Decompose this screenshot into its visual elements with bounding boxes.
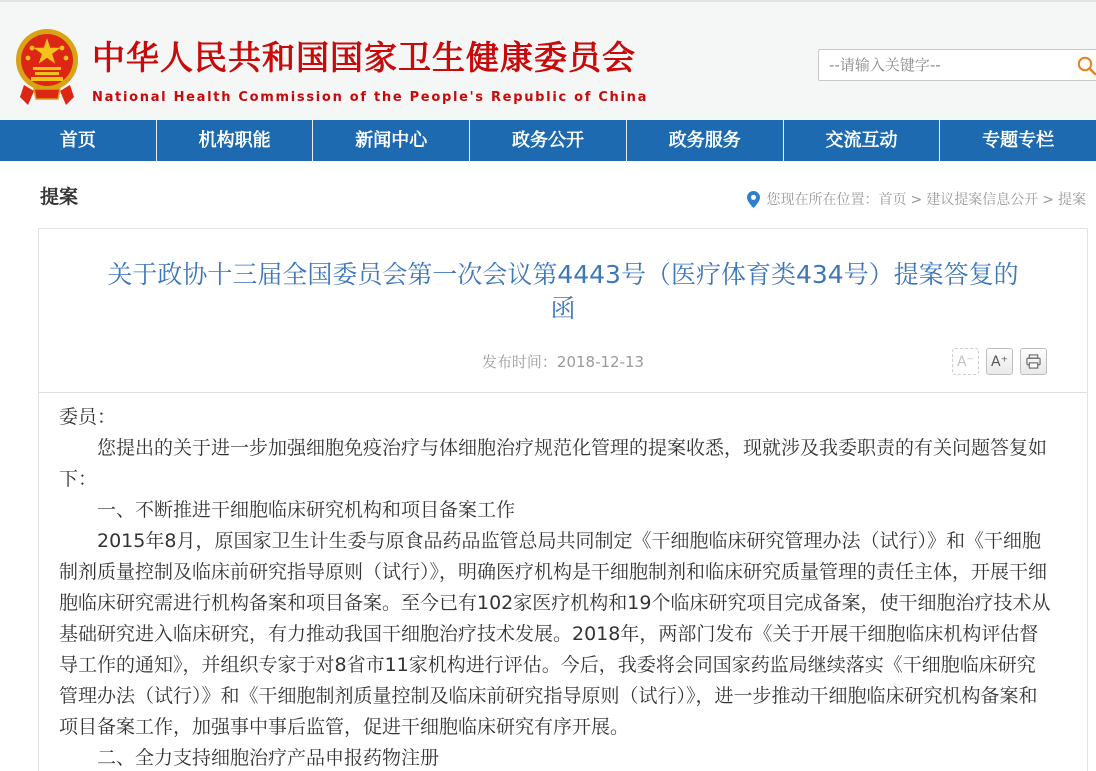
publish-date-value: 2018-12-13 (556, 353, 645, 371)
article-title: 关于政协十三届全国委员会第一次会议第4443号（医疗体育类434号）提案答复的函 (107, 260, 1019, 323)
nav-item-0[interactable]: 首页 (59, 130, 96, 151)
font-smaller-button[interactable]: A⁻ (952, 348, 979, 375)
national-emblem-icon (14, 25, 80, 107)
publish-date (39, 348, 1087, 376)
nav-item-1[interactable]: 机构职能 (156, 120, 313, 161)
breadcrumb-links (879, 189, 1086, 209)
font-larger-button[interactable]: A⁺ (986, 348, 1013, 375)
article-panel (38, 228, 1088, 771)
nav-item-6[interactable]: 专题专栏 (939, 120, 1096, 161)
article-paragraph: 二、全力支持细胞治疗产品申报药物注册 (97, 747, 440, 769)
main-nav (0, 120, 1096, 161)
breadcrumb-link-2[interactable]: 提案 (1058, 192, 1086, 208)
publish-label: 发布时间： (481, 353, 557, 371)
article-paragraph: 您提出的关于进一步加强细胞免疫治疗与体细胞治疗规范化管理的提案收悉，现就涉及我委职责的有关问题答复如下： (59, 437, 1048, 490)
breadcrumb-link-0[interactable]: 首页 (878, 192, 907, 208)
breadcrumb-separator: > (910, 192, 923, 208)
nav-item-3[interactable]: 政务公开 (469, 120, 626, 161)
breadcrumb-separator: > (1042, 192, 1054, 208)
search-input[interactable] (819, 50, 1069, 80)
location-label: 您现在所在位置： (766, 192, 879, 208)
article-meta-row (39, 348, 1087, 378)
search-box (818, 49, 1096, 81)
site-header (0, 0, 1096, 120)
section-title: 提案 (40, 186, 79, 208)
breadcrumb-row (0, 161, 1096, 228)
printer-icon (1026, 354, 1041, 369)
article-tools (952, 348, 1047, 375)
nav-item-2[interactable]: 新闻中心 (312, 120, 469, 161)
print-button[interactable] (1020, 348, 1047, 375)
nav-item-4[interactable]: 政务服务 (626, 120, 783, 161)
article-paragraph: 2015年8月，原国家卫生计生委与原食品药品监管总局共同制定《干细胞临床研究管理办法（试行）》和《干细胞制剂质量控制及临床前研究指导原则（试行）》，明确医疗机构是干细胞制剂和临床研究质量管理的责任主体，开展干细胞临床研究需进行机构备案和项目备案。至今已有102家医疗机构和19个临床研究项目完成备案，使干细胞治疗技术从基础研究进入临床研究，有力推动我国干细胞治疗技术发展。2018年，两部门发布《关于开展干细胞临床机构评估督导工作的通知》，并组织专家于对8省市11家机构进行评估。今后，我委将会同国家药监局继续落实《干细胞临床研究管理办法（试行）》和《干细胞制剂质量控制及临床前研究指导原则（试行）》，进一步推动干细胞临床研究机构备案和项目备案工作，加强事中事后监管，促进干细胞临床研究有序开展。 (59, 530, 1051, 738)
site-title-en: National Health Commission of the People's Republic of China (92, 90, 649, 105)
location-pin-icon (747, 191, 760, 208)
nav-item-5[interactable]: 交流互动 (783, 120, 940, 161)
article-paragraph: 一、不断推进干细胞临床研究机构和项目备案工作 (97, 499, 516, 521)
search-icon[interactable] (1076, 55, 1096, 76)
breadcrumb (747, 189, 1086, 209)
site-titles (92, 32, 648, 105)
breadcrumb-link-1[interactable]: 建议提案信息公开 (926, 192, 1039, 208)
article-body (39, 393, 1087, 771)
site-title-cn: 中华人民共和国国家卫生健康委员会 (92, 38, 636, 77)
article-paragraph: 委员： (59, 406, 117, 428)
